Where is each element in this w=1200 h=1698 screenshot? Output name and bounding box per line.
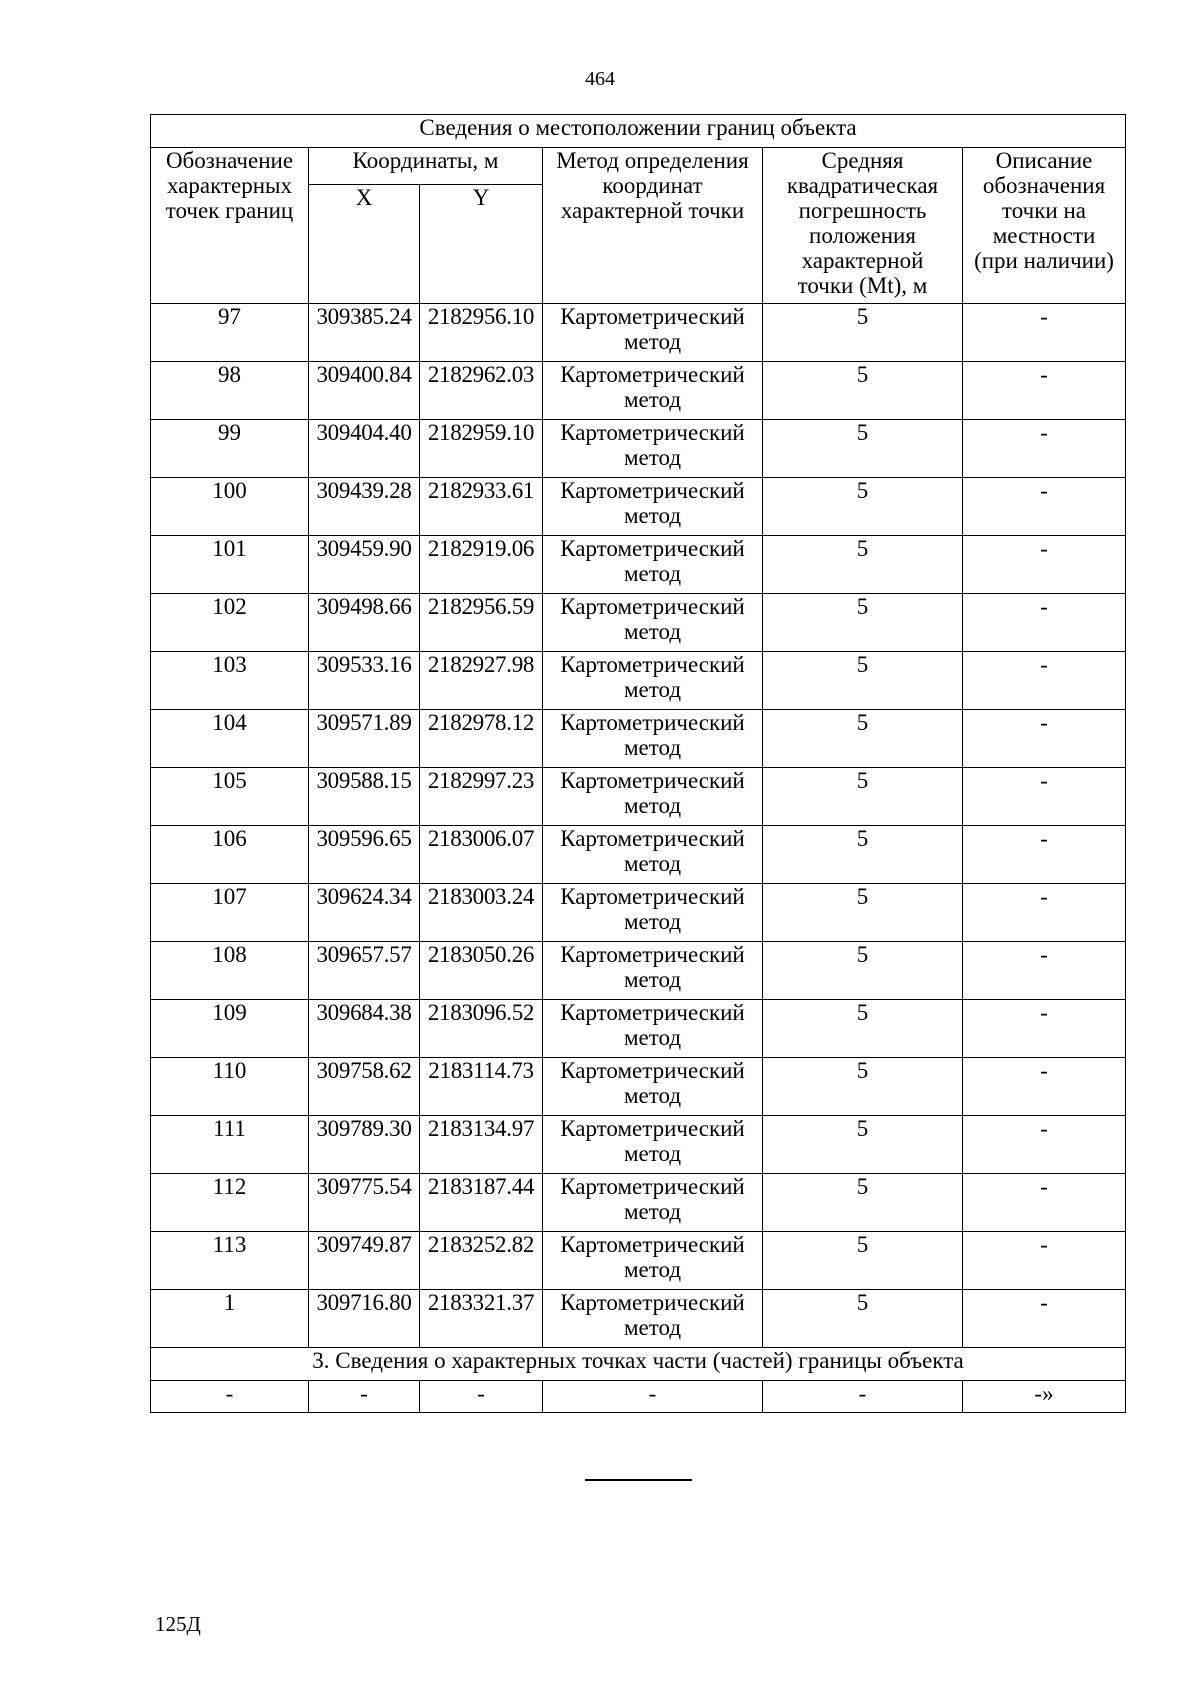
point-cell: 101 [151, 536, 309, 594]
point-cell: 99 [151, 420, 309, 478]
section3-cell: -» [963, 1381, 1126, 1413]
x-cell: 309400.84 [309, 362, 420, 420]
header-description [963, 148, 1126, 304]
description-cell: - [963, 1058, 1126, 1116]
error-cell: 5 [763, 594, 963, 652]
section3-cell: - [763, 1381, 963, 1413]
x-cell: 309385.24 [309, 304, 420, 362]
section3-cell: - [543, 1381, 763, 1413]
error-cell: 5 [763, 362, 963, 420]
x-cell: 309588.15 [309, 768, 420, 826]
error-cell: 5 [763, 710, 963, 768]
y-cell: 2182962.03 [420, 362, 543, 420]
description-cell: - [963, 1232, 1126, 1290]
description-cell: - [963, 536, 1126, 594]
header-designation-line: Обозначение [165, 148, 294, 173]
section3-title: 3. Сведения о характерных точках части (частей) границы объекта [151, 1348, 1126, 1381]
y-cell: 2183114.73 [420, 1058, 543, 1116]
point-cell: 113 [151, 1232, 309, 1290]
description-cell: - [963, 826, 1126, 884]
header-error-line: характерной [801, 248, 924, 273]
header-row [151, 148, 1126, 185]
method-cell: Картометрический метод [543, 594, 763, 652]
y-cell: 2183050.26 [420, 942, 543, 1000]
table-row [151, 536, 1126, 594]
method-cell: Картометрический метод [543, 536, 763, 594]
table-row [151, 826, 1126, 884]
error-cell: 5 [763, 826, 963, 884]
description-cell: - [963, 942, 1126, 1000]
section3-row [151, 1381, 1126, 1413]
header-error-line: Средняя [821, 148, 904, 173]
x-cell: 309459.90 [309, 536, 420, 594]
table-row [151, 1058, 1126, 1116]
table-row [151, 768, 1126, 826]
y-cell: 2182956.59 [420, 594, 543, 652]
method-cell: Картометрический метод [543, 652, 763, 710]
error-cell: 5 [763, 1232, 963, 1290]
header-error-line: погрешность [798, 198, 927, 223]
description-cell: - [963, 884, 1126, 942]
description-cell: - [963, 1000, 1126, 1058]
page-number: 464 [585, 68, 615, 90]
description-cell: - [963, 1116, 1126, 1174]
header-designation-line: точек границ [165, 198, 294, 223]
table-row [151, 652, 1126, 710]
header-coordinates: Координаты, м [309, 148, 543, 185]
header-method-line: координат [602, 173, 703, 198]
header-method-line: характерной точки [560, 198, 745, 223]
error-cell: 5 [763, 536, 963, 594]
description-cell: - [963, 1290, 1126, 1348]
end-divider [585, 1479, 692, 1481]
table-row [151, 594, 1126, 652]
section3-title-row [151, 1348, 1126, 1381]
error-cell: 5 [763, 652, 963, 710]
table-row [151, 478, 1126, 536]
method-cell: Картометрический метод [543, 1290, 763, 1348]
y-cell: 2183134.97 [420, 1116, 543, 1174]
y-cell: 2182959.10 [420, 420, 543, 478]
error-cell: 5 [763, 1290, 963, 1348]
method-cell: Картометрический метод [543, 362, 763, 420]
table-row [151, 362, 1126, 420]
table-title-row [151, 115, 1126, 148]
point-cell: 111 [151, 1116, 309, 1174]
y-cell: 2182978.12 [420, 710, 543, 768]
method-cell: Картометрический метод [543, 478, 763, 536]
point-cell: 108 [151, 942, 309, 1000]
description-cell: - [963, 652, 1126, 710]
description-cell: - [963, 710, 1126, 768]
table-row [151, 1290, 1126, 1348]
error-cell: 5 [763, 884, 963, 942]
point-cell: 97 [151, 304, 309, 362]
description-cell: - [963, 1174, 1126, 1232]
description-cell: - [963, 362, 1126, 420]
point-cell: 106 [151, 826, 309, 884]
table-row [151, 942, 1126, 1000]
header-designation-line: характерных [166, 173, 292, 198]
point-cell: 102 [151, 594, 309, 652]
method-cell: Картометрический метод [543, 420, 763, 478]
header-description-line: (при наличии) [974, 248, 1114, 273]
x-cell: 309596.65 [309, 826, 420, 884]
header-description-line: точки на [1002, 198, 1086, 223]
description-cell: - [963, 420, 1126, 478]
table-row [151, 1232, 1126, 1290]
description-cell: - [963, 478, 1126, 536]
method-cell: Картометрический метод [543, 1174, 763, 1232]
x-cell: 309716.80 [309, 1290, 420, 1348]
table-row [151, 304, 1126, 362]
x-cell: 309758.62 [309, 1058, 420, 1116]
error-cell: 5 [763, 1000, 963, 1058]
method-cell: Картометрический метод [543, 1058, 763, 1116]
x-cell: 309775.54 [309, 1174, 420, 1232]
y-cell: 2183096.52 [420, 1000, 543, 1058]
point-cell: 1 [151, 1290, 309, 1348]
x-cell: 309657.57 [309, 942, 420, 1000]
point-cell: 105 [151, 768, 309, 826]
point-cell: 104 [151, 710, 309, 768]
x-cell: 309789.30 [309, 1116, 420, 1174]
section3-cell: - [151, 1381, 309, 1413]
x-cell: 309749.87 [309, 1232, 420, 1290]
error-cell: 5 [763, 942, 963, 1000]
x-cell: 309533.16 [309, 652, 420, 710]
method-cell: Картометрический метод [543, 884, 763, 942]
footer-code: 125Д [155, 1612, 201, 1636]
method-cell: Картометрический метод [543, 768, 763, 826]
x-cell: 309684.38 [309, 1000, 420, 1058]
x-cell: 309498.66 [309, 594, 420, 652]
y-cell: 2182956.10 [420, 304, 543, 362]
header-error-line: квадратическая [786, 173, 939, 198]
header-error-line: точки (Mt), м [797, 273, 928, 298]
error-cell: 5 [763, 1116, 963, 1174]
boundary-coordinates-table [150, 114, 1126, 1413]
method-cell: Картометрический метод [543, 304, 763, 362]
table-title: Сведения о местоположении границ объекта [151, 115, 1126, 148]
point-cell: 103 [151, 652, 309, 710]
x-cell: 309571.89 [309, 710, 420, 768]
method-cell: Картометрический метод [543, 1116, 763, 1174]
y-cell: 2182919.06 [420, 536, 543, 594]
y-cell: 2183321.37 [420, 1290, 543, 1348]
method-cell: Картометрический метод [543, 826, 763, 884]
method-cell: Картометрический метод [543, 1232, 763, 1290]
table-row [151, 1116, 1126, 1174]
point-cell: 109 [151, 1000, 309, 1058]
method-cell: Картометрический метод [543, 942, 763, 1000]
point-cell: 98 [151, 362, 309, 420]
x-cell: 309439.28 [309, 478, 420, 536]
header-error-line: положения [809, 223, 916, 248]
error-cell: 5 [763, 478, 963, 536]
table-row [151, 1174, 1126, 1232]
y-cell: 2182933.61 [420, 478, 543, 536]
header-method [543, 148, 763, 304]
x-cell: 309404.40 [309, 420, 420, 478]
y-cell: 2183006.07 [420, 826, 543, 884]
method-cell: Картометрический метод [543, 1000, 763, 1058]
header-y: Y [420, 185, 543, 304]
y-cell: 2183252.82 [420, 1232, 543, 1290]
section3-cell: - [420, 1381, 543, 1413]
header-x: X [309, 185, 420, 304]
header-designation [151, 148, 309, 304]
header-error [763, 148, 963, 304]
point-cell: 112 [151, 1174, 309, 1232]
error-cell: 5 [763, 420, 963, 478]
point-cell: 100 [151, 478, 309, 536]
description-cell: - [963, 768, 1126, 826]
error-cell: 5 [763, 304, 963, 362]
header-description-line: местности [992, 223, 1096, 248]
table-row [151, 420, 1126, 478]
error-cell: 5 [763, 1174, 963, 1232]
section3-cell: - [309, 1381, 420, 1413]
point-cell: 110 [151, 1058, 309, 1116]
header-description-line: Описание [995, 148, 1093, 173]
table-row [151, 884, 1126, 942]
description-cell: - [963, 594, 1126, 652]
y-cell: 2183003.24 [420, 884, 543, 942]
x-cell: 309624.34 [309, 884, 420, 942]
header-description-line: обозначения [982, 173, 1106, 198]
point-cell: 107 [151, 884, 309, 942]
header-method-line: Метод определения [556, 148, 749, 173]
error-cell: 5 [763, 1058, 963, 1116]
error-cell: 5 [763, 768, 963, 826]
table-row [151, 1000, 1126, 1058]
y-cell: 2183187.44 [420, 1174, 543, 1232]
y-cell: 2182997.23 [420, 768, 543, 826]
table-row [151, 710, 1126, 768]
method-cell: Картометрический метод [543, 710, 763, 768]
description-cell: - [963, 304, 1126, 362]
y-cell: 2182927.98 [420, 652, 543, 710]
